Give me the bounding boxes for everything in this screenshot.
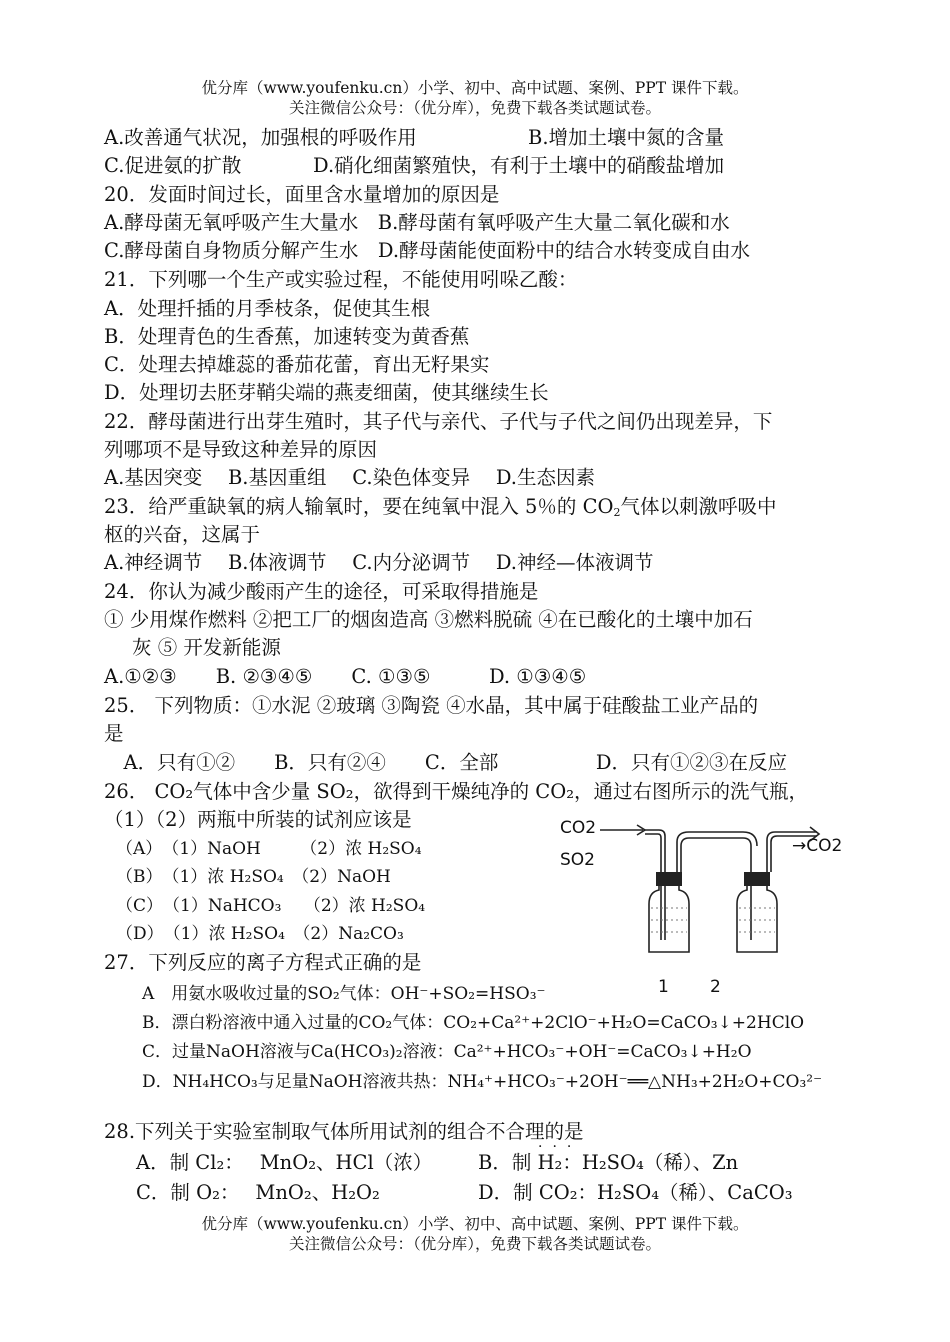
- q28-option-b: B．制 H₂：H₂SO₄（稀）、Zn: [478, 1151, 739, 1174]
- q21-option-a: A．处理扦插的月季枝条，促使其生根: [104, 297, 431, 320]
- q27-option-a: A 用氨水吸收过量的SO₂气体：OH⁻+SO₂=HSO₃⁻: [142, 984, 546, 1004]
- q26-option-d: （D） （1）浓 H₂SO₄ （2）Na₂CO₃: [116, 924, 404, 944]
- q20-stem: 20．发面时间过长，面里含水量增加的原因是: [104, 183, 500, 206]
- q23-options: A.神经调节 B.体液调节 C.内分泌调节 D.神经—体液调节: [104, 551, 654, 574]
- q25-stem-2: 是: [104, 722, 124, 745]
- q28-option-a: A．制 Cl₂： MnO₂、HCl（浓）: [136, 1151, 433, 1174]
- q26-stem-1: 26． CO₂气体中含少量 SO₂，欲得到干燥纯净的 CO₂，通过右图所示的洗气瓶，: [104, 780, 809, 803]
- header-line-2: 关注微信公众号：（优分库），免费下载各类试题试卷。: [288, 99, 661, 117]
- footer-line-1: 优分库（www.youfenku.cn）小学、初中、高中试题、案例、PPT 课件下载。: [201, 1215, 749, 1233]
- header-line-1: 优分库（www.youfenku.cn）小学、初中、高中试题、案例、PPT 课件下载。: [201, 79, 749, 97]
- q27-option-d: D．NH₄HCO₃与足量NaOH溶液共热：NH₄⁺+HCO₃⁻+2OH⁻══△NH₃+2H₂O+CO₃²⁻: [142, 1072, 823, 1092]
- figure-outlet-co2-label: →CO2: [792, 836, 843, 856]
- figure-bottle-2-label: 2: [710, 977, 721, 997]
- q28-emphasis-dots: ···: [538, 1139, 582, 1155]
- q22-options: A.基因突变 B.基因重组 C.染色体变异 D.生态因素: [104, 466, 595, 489]
- q22-stem-1: 22．酵母菌进行出芽生殖时，其子代与亲代、子代与子代之间仍出现差异，下: [104, 410, 773, 433]
- q21-option-d: D．处理切去胚芽鞘尖端的燕麦细菌，使其继续生长: [104, 381, 549, 404]
- q19-option-a: A.改善通气状况，加强根的呼吸作用: [104, 126, 417, 149]
- q23-stem-1: 23．给严重缺氧的病人输氧时，要在纯氧中混入 5％的 $CO_2$气体以刺激呼吸中: [104, 495, 777, 519]
- footer-line-2: 关注微信公众号：（优分库），免费下载各类试题试卷。: [288, 1235, 661, 1253]
- q27-option-b: B．漂白粉溶液中通入过量的CO₂气体：CO₂+Ca²⁺+2ClO⁻+H₂O=CaCO₃↓+2HClO: [142, 1013, 805, 1033]
- q26-option-a: （A） （1）NaOH （2）浓 H₂SO₄: [116, 839, 422, 859]
- q26-stem-2: （1）（2）两瓶中所装的试剂应该是: [104, 808, 412, 831]
- q27-stem: 27．下列反应的离子方程式正确的是: [104, 951, 422, 974]
- q21-option-b: B．处理青色的生香蕉，加速转变为黄香蕉: [104, 325, 470, 348]
- q26-option-b: （B） （1）浓 H₂SO₄ （2）NaOH: [116, 867, 391, 887]
- q25-stem-1: 25． 下列物质：①水泥 ②玻璃 ③陶瓷 ④水晶，其中属于硅酸盐工业产品的: [104, 694, 759, 717]
- figure-inlet-so2-label: SO2: [560, 850, 595, 870]
- q23-stem-2: 枢的兴奋，这属于: [104, 523, 261, 546]
- q28-option-c: C．制 O₂： MnO₂、H₂O₂: [136, 1181, 380, 1204]
- q24-list-1: ① 少用煤作燃料 ②把工厂的烟囱造高 ③燃料脱硫 ④在已酸化的土壤中加石: [104, 608, 753, 631]
- q21-stem: 21．下列哪一个生产或实验过程，不能使用吲哚乙酸：: [104, 268, 578, 291]
- q21-option-c: C．处理去掉雄蕊的番茄花蕾，育出无籽果实: [104, 353, 490, 376]
- q25-options: A．只有①② B．只有②④ C．全部 D．只有①②③在反应: [104, 751, 787, 774]
- q19-option-c: C.促进氨的扩散: [104, 154, 242, 177]
- q20-options-cd: C.酵母菌自身物质分解产生水 D.酵母菌能使面粉中的结合水转变成自由水: [104, 239, 751, 262]
- gas-washing-bottles-figure: [555, 812, 855, 962]
- q26-option-c: （C） （1）NaHCO₃ （2）浓 H₂SO₄: [116, 896, 426, 916]
- figure-inlet-co2-label: CO2: [560, 818, 597, 838]
- q22-stem-2: 列哪项不是导致这种差异的原因: [104, 438, 378, 461]
- q27-option-c: C．过量NaOH溶液与Ca(HCO₃)₂溶液：Ca²⁺+HCO₃⁻+OH⁻=CaCO₃↓+H₂O: [142, 1042, 752, 1062]
- figure-bottle-1-label: 1: [658, 977, 669, 997]
- q24-stem: 24．你认为减少酸雨产生的途径，可采取得措施是: [104, 580, 539, 603]
- q19-option-d: D.硝化细菌繁殖快，有利于土壤中的硝酸盐增加: [313, 154, 725, 177]
- q24-list-2: 灰 ⑤ 开发新能源: [132, 636, 281, 659]
- q28-stem: 28.下列关于实验室制取气体所用试剂的组合不合理的是: [104, 1120, 584, 1143]
- q28-option-d: D．制 CO₂：H₂SO₄（稀）、CaCO₃: [478, 1181, 793, 1204]
- q20-options-ab: A.酵母菌无氧呼吸产生大量水 B.酵母菌有氧呼吸产生大量二氧化碳和水: [104, 211, 730, 234]
- q24-options: A.①②③ B. ②③④⑤ C. ①③⑤ D. ①③④⑤: [104, 665, 587, 688]
- q19-option-b: B.增加土壤中氮的含量: [528, 126, 725, 149]
